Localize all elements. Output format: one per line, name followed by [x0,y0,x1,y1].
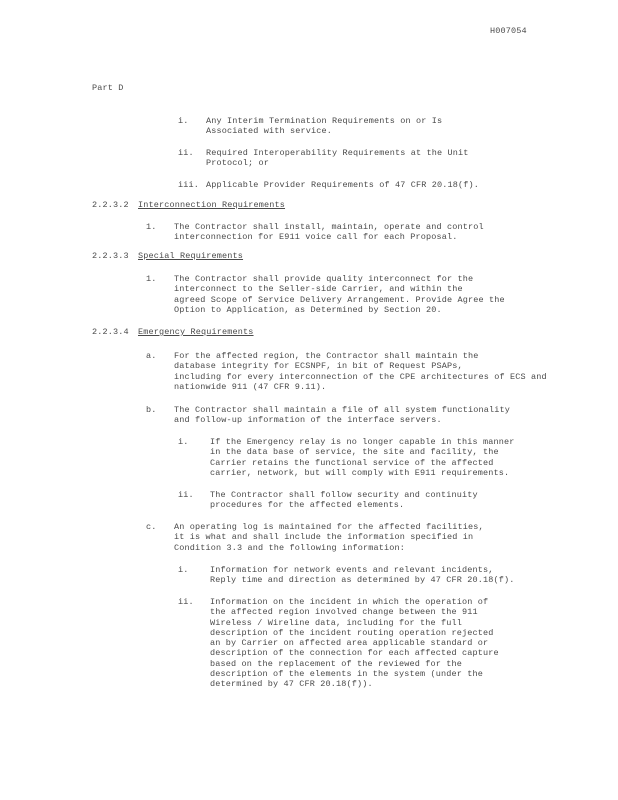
subsection-c-number: c. [146,522,157,532]
item-iii-text [206,180,479,190]
text-line: carrier, network, but will comply with E911 requirements. [210,467,510,478]
subsection-b-i-number: i. [178,437,189,447]
subsection-c-i-number: i. [178,565,189,575]
text-line: Applicable Provider Requirements of 47 CFR 20.18(f). [206,180,480,190]
text-line: The Contractor shall provide quality interconnect for the [174,274,474,284]
text-line: including for every interconnection of the CPE architectures of ECS and [174,371,547,382]
subsection-c-ii-text [210,597,499,690]
text-line: For the affected region, the Contractor shall maintain the [174,351,479,361]
text-line: Information on the incident in which the operation of [210,597,489,607]
text-line: Information for network events and relevant incidents, [210,565,494,575]
text-line: an by Carrier on affected area applicable standard or [210,638,489,649]
text-line: interconnection for E911 voice call for each Proposal. [174,232,458,243]
text-line: in the data base of service, the site and facility, the [210,447,499,458]
section-2-2-3-4-number: 2.2.3.4 [92,327,129,337]
text-line: The Contractor shall maintain a file of all system functionality [174,405,511,415]
text-line: Option to Application, as Determined by Section 20. [174,304,442,315]
text-line: An operating log is maintained for the affected facilities, [174,522,484,532]
text-line: based on the replacement of the reviewed for the [210,658,463,669]
section-2-2-3-3-number: 2.2.3.3 [92,251,129,261]
text-line: Wireless / Wireline data, including for the full [210,617,463,628]
subsection-b-number: b. [146,405,157,415]
text-line: and follow-up information of the interface servers. [174,415,442,426]
text-line: description of the incident routing operation rejected [210,627,494,638]
text-line: interconnect to the Seller-side Carrier, and within the [174,284,463,295]
item-ii-number: ii. [178,148,194,158]
section-2-2-3-3-title: Special Requirements [138,251,244,261]
text-line: agreed Scope of Service Delivery Arrangement. Provide Agree the [174,294,505,305]
item-ii-text [206,148,469,169]
page-marker: Part D [92,83,124,93]
text-line: Protocol; or [206,158,270,169]
item-iii-number: iii. [178,180,200,190]
text-line: database integrity for ECSNPF, in bit of Request PSAPs, [174,361,463,372]
subsection-a-number: a. [146,351,157,361]
subsection-b-text [174,405,510,426]
subsection-b-ii-number: ii. [178,490,194,500]
section-2-2-3-2-item-text [174,222,484,243]
text-line: If the Emergency relay is no longer capable in this manner [210,437,515,447]
text-line: description of the elements in the system (under the [210,669,484,680]
subsection-c-text [174,522,484,553]
subsection-c-i-text [210,565,515,586]
text-line: The Contractor shall install, maintain, operate and control [174,222,484,232]
section-2-2-3-2-item-number: 1. [146,222,157,232]
section-2-2-3-3-item-text [174,274,505,315]
text-line: Required Interoperability Requirements at the Unit [206,148,469,158]
text-line: Carrier retains the functional service of the affected [210,457,494,468]
text-line: description of the connection for each affected capture [210,648,499,659]
text-line: procedures for the affected elements. [210,500,405,511]
text-line: it is what and shall include the information specified in [174,532,474,543]
text-line: Reply time and direction as determined by 47 CFR 20.18(f). [210,575,515,586]
text-line: The Contractor shall follow security and continuity [210,490,478,500]
item-i-number: i. [178,116,189,126]
subsection-c-ii-number: ii. [178,597,194,607]
text-line: Condition 3.3 and the following information: [174,542,406,553]
subsection-a-text [174,351,547,392]
text-line: the affected region involved change between the 911 [210,607,478,618]
section-2-2-3-3-item-number: 1. [146,274,157,284]
document-id: H007054 [490,26,527,36]
subsection-b-ii-text [210,490,478,511]
subsection-b-i-text [210,437,515,478]
section-2-2-3-4-title: Emergency Requirements [138,327,254,337]
section-2-2-3-2-title: Interconnection Requirements [138,200,286,210]
text-line: nationwide 911 (47 CFR 9.11). [174,381,327,392]
text-line: Associated with service. [206,126,333,137]
text-line: Any Interim Termination Requirements on or Is [206,116,443,126]
item-i-text [206,116,442,137]
section-2-2-3-2-number: 2.2.3.2 [92,200,129,210]
text-line: determined by 47 CFR 20.18(f)). [210,679,373,690]
